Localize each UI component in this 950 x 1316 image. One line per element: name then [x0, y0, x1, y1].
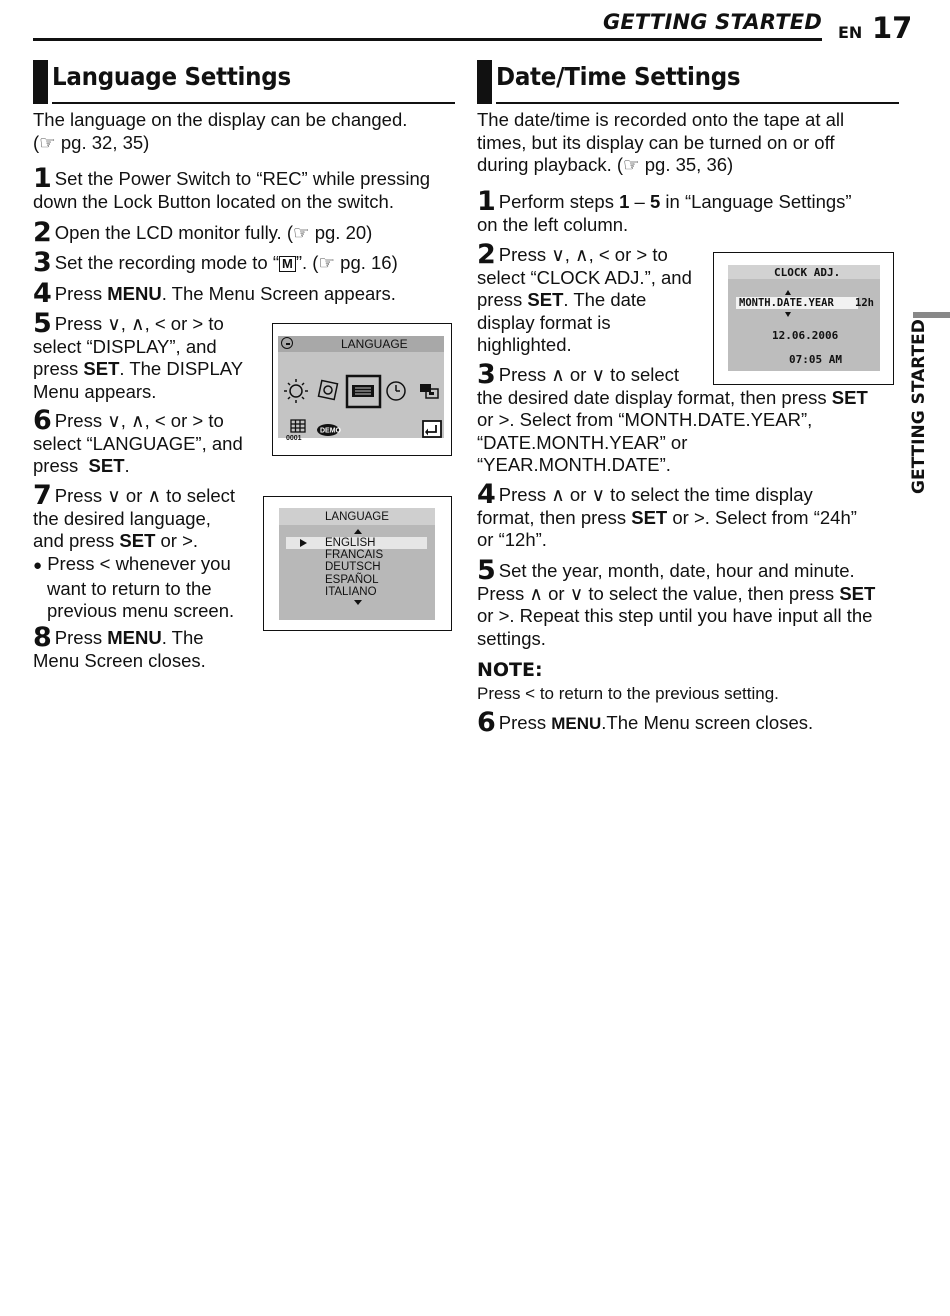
step-keyword: MENU: [107, 283, 162, 304]
time-value: 07:05 AM: [789, 353, 842, 366]
step-text: press: [477, 289, 528, 310]
step-text: Press < whenever you: [47, 553, 231, 574]
step-text: want to return to the: [47, 577, 212, 599]
step-number: 6: [477, 707, 496, 738]
heading-bar: [33, 60, 48, 104]
step-number: 8: [33, 622, 52, 653]
step-text: press: [33, 358, 84, 379]
step-text: press: [33, 455, 89, 476]
step-text: Press: [498, 712, 552, 733]
step-text: settings.: [477, 627, 546, 649]
right-step-2: [477, 239, 692, 357]
right-step-1: [477, 186, 852, 236]
screen-title: LANGUAGE: [325, 511, 389, 523]
right-step-6: [477, 707, 814, 738]
language-option: FRANCAIS: [325, 549, 384, 561]
left-step-1: [33, 163, 431, 213]
step-text: ”. (☞ pg. 16): [295, 252, 398, 273]
manual-mode-icon: M: [279, 256, 296, 272]
step-keyword: SET: [527, 289, 564, 310]
display-icon: [347, 376, 380, 407]
left-step-3: [33, 247, 398, 278]
right-step-5: [477, 555, 876, 650]
step-keyword: SET: [839, 582, 876, 604]
clock-adjust-screen: [713, 252, 894, 385]
language-option: ITALIANO: [325, 586, 377, 598]
screen-title: LANGUAGE: [341, 337, 408, 351]
step-text: Press ∨, ∧, < or > to: [498, 244, 668, 265]
step-text: previous menu screen.: [47, 600, 235, 621]
date-format-value: MONTH.DATE.YEAR: [739, 297, 834, 309]
step-keyword: MENU: [551, 714, 602, 733]
step-text: . The: [161, 627, 204, 648]
step-text: “YEAR.MONTH.DATE”.: [477, 454, 671, 475]
step-text: Press ∨ or ∧ to select: [54, 485, 236, 506]
step-number: 4: [477, 479, 496, 510]
scroll-up-arrow: [354, 529, 362, 534]
screen-title: CLOCK ADJ.: [774, 266, 841, 279]
step-keyword: SET: [631, 506, 668, 528]
lcd-adjust-icon: [319, 381, 338, 400]
step-text: . The DISPLAY: [119, 358, 244, 379]
step-text: select “DISPLAY”, and: [33, 335, 217, 357]
menu-icons: [278, 358, 444, 442]
heading-rule: [496, 102, 899, 104]
step-text: and press: [33, 530, 120, 551]
language-option: ESPAÑOL: [325, 574, 379, 586]
left-step-8: [33, 622, 206, 672]
step-text: in “Language Settings”: [660, 191, 852, 212]
left-step-4: [33, 278, 396, 309]
note-heading: NOTE:: [477, 659, 543, 681]
step-text: Open the LCD monitor fully. (☞ pg. 20): [54, 222, 373, 243]
step-text: .: [124, 455, 130, 476]
step-text: Press ∧ or ∨ to select: [498, 364, 680, 385]
side-tab-marker: [913, 312, 950, 318]
counter-grid-icon: [291, 420, 305, 432]
step-text: or >. Repeat this step until you have input all the: [477, 605, 873, 626]
picture-icon: [420, 384, 438, 398]
step-text: the desired date display format, then press: [477, 386, 832, 408]
display-menu-screen: [272, 323, 452, 456]
date-value: 12.06.2006: [772, 329, 839, 342]
heading-text: Language Settings: [52, 62, 291, 91]
side-tab-label: GETTING STARTED: [909, 319, 929, 494]
left-step-7: [33, 480, 236, 553]
step-text: –: [629, 191, 650, 212]
heading-rule: [52, 102, 455, 104]
step-text: Perform steps: [498, 191, 620, 212]
language-option: ENGLISH: [325, 537, 376, 549]
brightness-icon: [284, 379, 308, 403]
left-step-5: [33, 308, 244, 403]
language-menu-screen: [263, 496, 452, 631]
language-option: DEUTSCH: [325, 561, 381, 573]
step-number: 4: [33, 278, 52, 309]
right-step-4: [477, 479, 857, 552]
step-text: Press ∨, ∧, < or > to: [54, 313, 224, 334]
step-keyword: SET: [83, 358, 120, 379]
return-icon: [423, 421, 441, 437]
screen-body: [278, 336, 444, 442]
step-number: 3: [477, 359, 496, 390]
step-text: or “12h”.: [477, 529, 547, 550]
step-number: 2: [477, 239, 496, 270]
note-text: Press < to return to the previous setting.: [477, 684, 779, 703]
demo-icon: [317, 424, 342, 436]
hour-mode-value: 12h: [855, 297, 874, 309]
step-number: 5: [33, 308, 52, 339]
demo-label: DEMO: [320, 427, 341, 435]
step-keyword: SET: [831, 386, 868, 408]
counter-label: 0001: [286, 435, 302, 442]
step-text: or >.: [155, 530, 199, 551]
step-keyword: SET: [119, 530, 156, 551]
step-text: .The Menu screen closes.: [601, 712, 814, 733]
step-text: or >. Select from “24h”: [667, 506, 857, 528]
step-text: Press ∨, ∧, < or > to: [54, 410, 224, 431]
heading-bar: [477, 60, 492, 104]
step-text: Press: [54, 627, 108, 648]
left-step-2: [33, 217, 373, 248]
step-text: Set the recording mode to “: [54, 252, 279, 273]
screen-body: [279, 508, 435, 620]
left-step-6: [33, 405, 243, 478]
step-keyword: 1: [619, 191, 630, 212]
step-text: Press ∧ or ∨ to select the value, then press: [477, 582, 840, 604]
step-text: select “LANGUAGE”, and: [33, 432, 243, 454]
step-number: 3: [33, 247, 52, 278]
scroll-down-arrow: [354, 600, 362, 605]
step-text: Press: [54, 283, 108, 304]
step-text: the desired language,: [33, 507, 211, 529]
language-settings-heading: [33, 60, 455, 104]
intro-line: times, but its display can be turned on or off: [477, 131, 835, 153]
step-text: . The Menu Screen appears.: [161, 283, 396, 304]
step-number: 6: [33, 405, 52, 436]
step-keyword: 5: [649, 191, 661, 212]
step-number: 1: [33, 163, 52, 194]
step-text: Menu Screen closes.: [33, 649, 206, 671]
date-time-intro: [477, 109, 844, 177]
header-section-title: GETTING STARTED: [602, 10, 822, 34]
scroll-up-arrow: [785, 290, 791, 295]
step-text: display format is: [477, 311, 611, 333]
step-text: Set the Power Switch to “REC” while pressing: [54, 168, 431, 189]
step-text: format, then press: [477, 506, 632, 528]
clock-setting-icon: [387, 382, 405, 400]
step-text: down the Lock Button located on the switch.: [33, 190, 394, 212]
step-text: Menu appears.: [33, 380, 157, 402]
step-text: or >. Select from “MONTH.DATE.YEAR”,: [477, 409, 813, 430]
clock-icon: [281, 337, 293, 349]
step-keyword: MENU: [107, 627, 162, 648]
header-rule: [33, 38, 822, 41]
step-number: 7: [33, 480, 52, 511]
intro-line: The language on the display can be changed.: [33, 109, 408, 130]
heading-text: Date/Time Settings: [496, 62, 741, 91]
step-number: 1: [477, 186, 496, 217]
step-keyword: SET: [88, 455, 125, 476]
step-number: 2: [33, 217, 52, 248]
date-time-settings-heading: [477, 60, 899, 104]
scroll-down-arrow: [785, 312, 791, 317]
language-intro: [33, 109, 407, 154]
header-language-code: EN: [838, 23, 863, 42]
intro-line: The date/time is recorded onto the tape at all: [477, 109, 845, 130]
left-bullet-note: [33, 553, 234, 623]
step-text: Set the year, month, date, hour and minute.: [498, 560, 855, 581]
bullet-icon: ●: [33, 557, 43, 574]
selection-pointer-icon: [300, 539, 307, 547]
intro-line: during playback. (☞ pg. 35, 36): [477, 154, 734, 175]
step-text: select “CLOCK ADJ.”, and: [477, 266, 692, 288]
step-text: Press ∧ or ∨ to select the time display: [498, 484, 813, 505]
screen-body: [728, 265, 880, 371]
intro-line: (☞ pg. 32, 35): [33, 131, 150, 153]
step-text: on the left column.: [477, 213, 629, 235]
step-number: 5: [477, 555, 496, 586]
step-text: . The date: [563, 289, 647, 310]
page-number: 17: [872, 11, 913, 45]
step-text: highlighted.: [477, 334, 572, 355]
step-text: “DATE.MONTH.YEAR” or: [477, 431, 688, 453]
